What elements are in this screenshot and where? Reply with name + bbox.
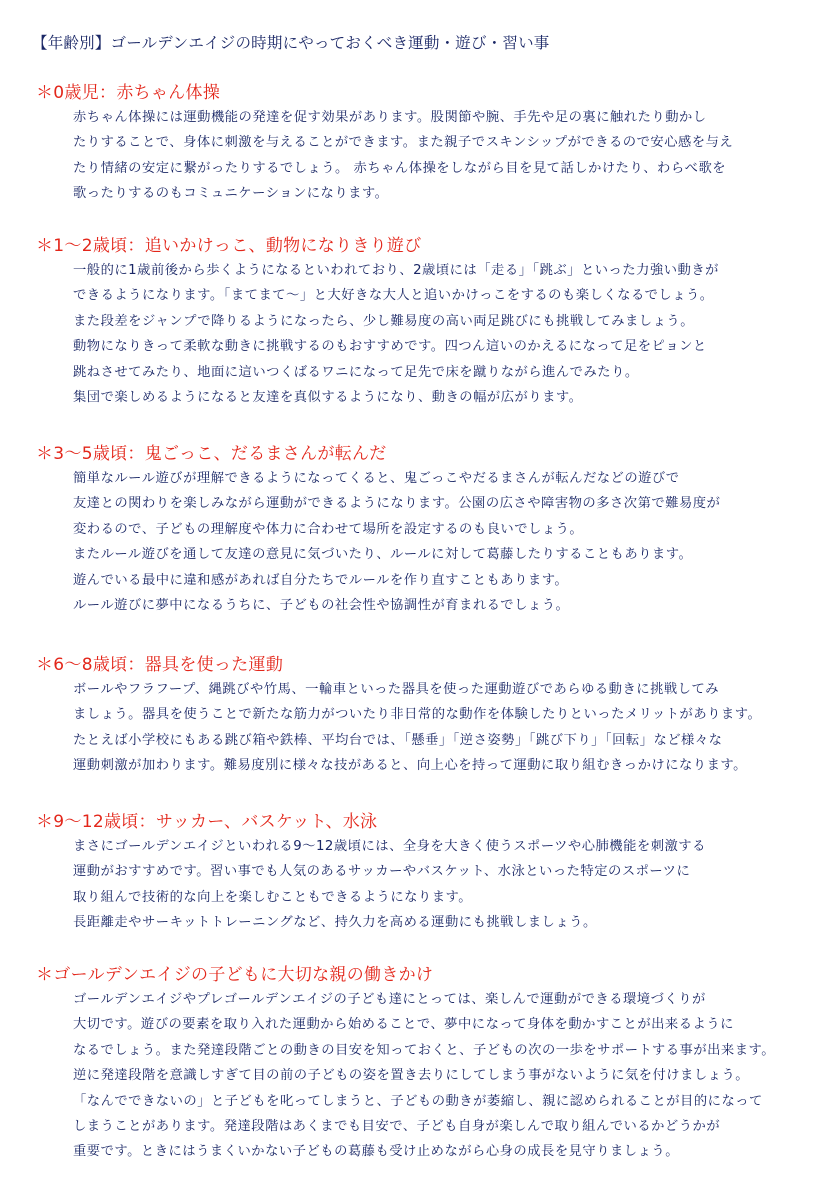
body-line: 一般的に1歳前後から歩くようになるといわれており、2歳頃には「走る」「跳ぶ」といった力強い動きが [73, 263, 719, 278]
body-line: 「なんでできないの」と子どもを叱ってしまうと、子どもの動きが萎縮し、親に認められることが目的になって [73, 1093, 763, 1109]
body-line: ましょう。器具を使うことで新たな筋力がついたり非日常的な動作を体験したりといったメリットがあります。 [73, 707, 762, 723]
body-line: たりすることで、身体に刺激を与えることができます。また親子でスキンシップができるので安心感を与え [73, 135, 734, 151]
body-line: 跳ねさせてみたり、地面に這いつくばるワニになって足先で床を蹴りながら進んでみたり。 [73, 364, 639, 380]
body-line: 運動がおすすめです。習い事でも人気のあるサッカーやバスケット、水泳といった特定のスポーツに [73, 864, 691, 880]
section-body [36, 105, 816, 207]
body-line: ボールやフラフープ、縄跳びや竹馬、一輪車といった器具を使った運動遊びであらゆる動きに挑戦してみ [73, 682, 720, 697]
section-heading: ＊3～5歳頃：鬼ごっこ、だるまさんが転んだ [36, 444, 387, 464]
section-age-0 [36, 81, 816, 207]
body-line: たとえば小学校にもある跳び箱や鉄棒、平均台では、「懸垂」「逆さ姿勢」「跳び下り」「回転」など様々な [73, 732, 723, 748]
section-age-9-12 [36, 810, 816, 936]
section-body [36, 258, 816, 410]
section-body [36, 677, 816, 779]
body-line: 逆に発達段階を意識しすぎて目の前の子どもの姿を置き去りにしてしまう事がないように気を付けましょう。 [73, 1068, 750, 1084]
body-line: なるでしょう。また発達段階ごとの動きの目安を知っておくと、子どもの次の一歩をサポートする事が出来ます。 [73, 1042, 776, 1058]
body-line: まさにゴールデンエイジといわれる9～12歳頃には、全身を大きく使うスポーツや心肺機能を刺激する [73, 839, 706, 854]
body-line: 動物になりきって柔軟な動きに挑戦するのもおすすめです。四つん這いのかえるになって足をピョンと [73, 339, 707, 355]
section-age-6-8 [36, 653, 816, 779]
body-line: 赤ちゃん体操には運動機能の発達を促す効果があります。股関節や腕、手先や足の裏に触れたり動かし [73, 110, 707, 125]
body-line: ルール遊びに夢中になるうちに、子どもの社会性や協調性が育まれるでしょう。 [73, 598, 570, 614]
section-heading: ＊0歳児：赤ちゃん体操 [36, 83, 221, 103]
section-heading: ＊6～8歳頃：器具を使った運動 [36, 655, 284, 675]
section-body [36, 834, 816, 936]
page-title: 【年齢別】ゴールデンエイジの時期にやっておくべき運動・遊び・習い事 [32, 34, 550, 52]
section-age-1-2 [36, 234, 816, 410]
body-line: 友達との関わりを楽しみながら運動ができるようになります。公園の広さや障害物の多さ次第で難易度が [73, 496, 721, 512]
section-heading: ＊9～12歳頃：サッカー、バスケット、水泳 [36, 812, 378, 832]
body-line: しまうことがあります。発達段階はあくまでも目安で、子ども自身が楽しんで取り組んでいるかどうかが [73, 1119, 721, 1135]
body-line: 変わるので、子どもの理解度や体力に合わせて場所を設定するのも良いでしょう。 [73, 521, 584, 537]
section-age-3-5 [36, 442, 816, 618]
body-line: 重要です。ときにはうまくいかない子どもの葛藤も受け止めながら心身の成長を見守りましょう。 [73, 1144, 679, 1160]
section-parent-support [36, 963, 816, 1165]
body-line: 歌ったりするのもコミュニケーションになります。 [73, 186, 389, 202]
body-line: 簡単なルール遊びが理解できるようになってくると、鬼ごっこやだるまさんが転んだなどの遊びで [73, 471, 680, 486]
section-heading: ＊1～2歳頃：追いかけっこ、動物になりきり遊び [36, 236, 422, 256]
body-line: 取り組んで技術的な向上を楽しむこともできるようになります。 [73, 889, 473, 905]
body-line: またルール遊びを通して友達の意見に気づいたり、ルールに対して葛藤したりすることもあります。 [73, 547, 693, 563]
body-line: たり情緒の安定に繋がったりするでしょう。 赤ちゃん体操をしながら目を見て話しかけたり、わらべ歌を [73, 160, 727, 176]
body-line: 集団で楽しめるようになると友達を真似するようになり、動きの幅が広がります。 [73, 390, 583, 406]
body-line: 長距離走やサーキットトレーニングなど、持久力を高める運動にも挑戦しましょう。 [73, 915, 597, 931]
body-line: また段差をジャンプで降りるようになったら、少し難易度の高い両足跳びにも挑戦してみましょう。 [73, 313, 694, 329]
body-line: 遊んでいる最中に違和感があれば自分たちでルールを作り直すこともあります。 [73, 572, 569, 588]
body-line: ゴールデンエイジやプレゴールデンエイジの子ども達にとっては、楽しんで運動ができる環境づくりが [73, 992, 706, 1007]
body-line: 大切です。遊びの要素を取り入れた運動から始めることで、夢中になって身体を動かすことが出来るように [73, 1017, 734, 1033]
body-line: できるようになります。「まてまて～」と大好きな大人と追いかけっこをするのも楽しくなるでしょう。 [73, 288, 714, 304]
body-line: 運動刺激が加わります。難易度別に様々な技があると、向上心を持って運動に取り組むきっかけになります。 [73, 758, 747, 774]
section-heading: ＊ゴールデンエイジの子どもに大切な親の働きかけ [36, 965, 434, 985]
section-body [36, 987, 816, 1165]
section-body [36, 466, 816, 618]
